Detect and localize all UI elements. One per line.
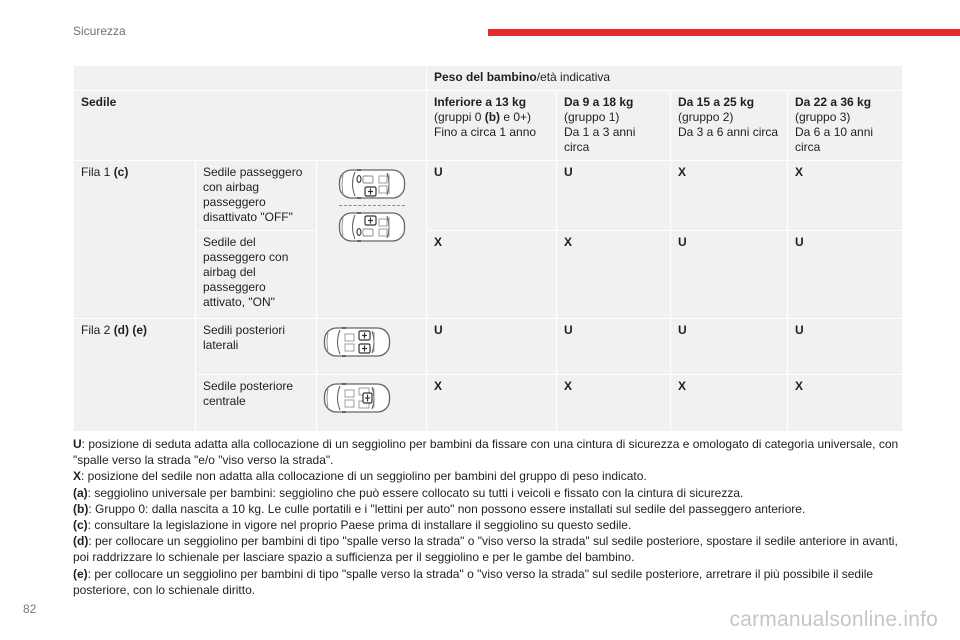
value-cell: X — [788, 161, 903, 231]
value-cell: X — [427, 375, 557, 432]
weight-header: Peso del bambino/età indicativa — [427, 66, 903, 91]
group-0-header: Inferiore a 13 kg (gruppi 0 (b) e 0+) Fino a circa 1 anno — [427, 91, 557, 161]
legend-notes — [73, 436, 903, 598]
seat-description: Sedile passeggero con airbag passeggero disattivato "OFF" — [196, 161, 317, 231]
rear-center-seat-diagram — [317, 375, 427, 432]
note-c: (c): consultare la legislazione in vigore nel proprio Paese prima di installare il seggiolino su questo sedile. — [73, 518, 632, 533]
car-airbag-on-icon — [338, 208, 406, 246]
seat-header: Sedile — [74, 91, 427, 161]
group-header-row — [74, 91, 903, 161]
table-row — [74, 161, 903, 231]
value-cell: X — [788, 375, 903, 432]
value-cell: X — [557, 375, 671, 432]
seat-description: Sedile del passeggero con airbag del passeggero attivato, "ON" — [196, 231, 317, 319]
table-row — [74, 319, 903, 375]
row-label-fila-2: Fila 2 (d) (e) — [74, 319, 196, 432]
note-x: X: posizione del sedile non adatta alla collocazione di un seggiolino per bambini del gruppo di peso indicato. — [73, 469, 647, 484]
value-cell: U — [671, 231, 788, 319]
table-header-row — [74, 66, 903, 91]
seat-description: Sedile posteriore centrale — [196, 375, 317, 432]
table-row — [74, 375, 903, 432]
value-cell: X — [427, 231, 557, 319]
row-label-fila-1: Fila 1 (c) — [74, 161, 196, 319]
value-cell: U — [427, 319, 557, 375]
value-cell: U — [671, 319, 788, 375]
value-cell: U — [788, 231, 903, 319]
note-a: (a): seggiolino universale per bambini: seggiolino che può essere collocato su tutti i veicoli e fissato con la cintura di sicurezza. — [73, 485, 744, 500]
value-cell: X — [671, 375, 788, 432]
page-number: 82 — [23, 602, 37, 616]
car-rear-side-seats-icon — [323, 323, 391, 361]
seat-description: Sedili posteriori laterali — [196, 319, 317, 375]
watermark: carmanualsonline.info — [729, 608, 938, 631]
value-cell: X — [557, 231, 671, 319]
car-rear-center-seat-icon — [323, 379, 391, 417]
group-2-header: Da 15 a 25 kg (gruppo 2) Da 3 a 6 anni circa — [671, 91, 788, 161]
header-accent-bar — [488, 29, 960, 36]
diagram-divider — [339, 205, 405, 206]
value-cell: U — [557, 161, 671, 231]
note-e: (e): per collocare un seggiolino per bambini di tipo "spalle verso la strada" o "viso verso la strada" sul sedile posteriore, arretrare il più possibile il sedile posteriore, con lo schienale diritto. — [73, 566, 874, 597]
note-u: U: posizione di seduta adatta alla collocazione di un seggiolino per bambini da fissare con una cintura di sicurezza e omologato di categoria universale, con "spalle verso la strada "e/o "viso verso la strada". — [73, 437, 899, 468]
note-b: (b): Gruppo 0: dalla nascita a 10 kg. Le culle portatili e i "lettini per auto" non possono essere installati sul sedile del passeggero anteriore. — [73, 501, 806, 516]
value-cell: X — [671, 161, 788, 231]
rear-side-seats-diagram — [317, 319, 427, 375]
note-d: (d): per collocare un seggiolino per bambini di tipo "spalle verso la strada" o "viso verso la strada" sul sedile posteriore, spostare il sedile anteriore in avanti, poi raddrizzare lo schienale per lasciare spazio a sufficienza per il seggiolino e per le gambe del bambino. — [73, 534, 898, 565]
value-cell: U — [557, 319, 671, 375]
empty-header-cell — [74, 66, 427, 91]
table-row — [74, 231, 903, 319]
front-seat-diagrams — [317, 161, 427, 319]
value-cell: U — [427, 161, 557, 231]
group-3-header: Da 22 a 36 kg (gruppo 3) Da 6 a 10 anni circa — [788, 91, 903, 161]
value-cell: U — [788, 319, 903, 375]
group-1-header: Da 9 a 18 kg (gruppo 1) Da 1 a 3 anni circa — [557, 91, 671, 161]
child-seat-table — [73, 65, 903, 432]
car-airbag-off-icon — [338, 165, 406, 203]
section-title: Sicurezza — [73, 24, 126, 38]
